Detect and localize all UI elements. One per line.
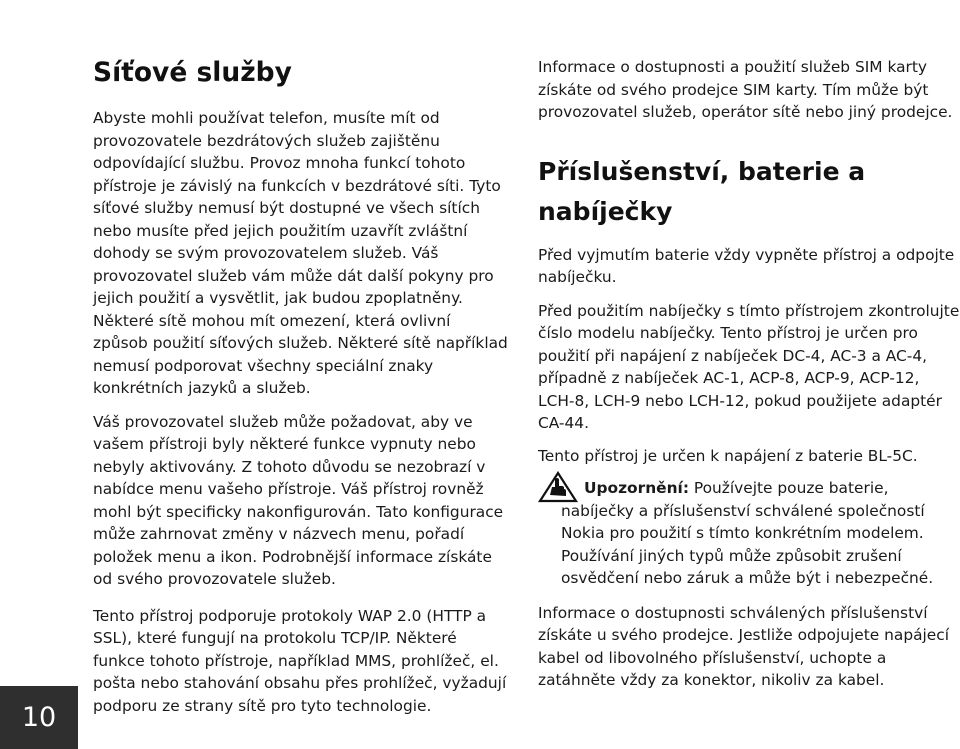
network-services-paragraph-2: Váš provozovatel služeb může požadovat, aby ve vašem přístroji byly některé funkce vypnuty nebo nebyly aktivovány. Z tohoto důvodu se nezobrazí v nabídce menu vašeho přístroje. Váš přístroj rovněž mohl být specificky nakonfigurován. Tato konfigurace může zahrnovat změny v názvech menu, pořadí položek menu a ikon. Podrobnější informace získáte od svého provozovatele služeb.: [93, 412, 504, 588]
page-number-tab: [0, 686, 78, 749]
right-column: [538, 0, 960, 692]
warning-text: Používejte pouze baterie, nabíječky a příslušenství schválené společností Nokia pro použití s tímto konkrétním modelem. Používání jiných typů může způsobit zrušení osvědčení nebo záruk a může být i nebezpečné.: [561, 479, 934, 587]
warning-paragraph: [561, 477, 960, 590]
page-title: Síťové služby: [93, 57, 292, 88]
battery-model-paragraph: Tento přístroj je určen k napájení z baterie BL-5C.: [538, 446, 918, 465]
left-column: [93, 0, 509, 717]
accessories-heading: Příslušenství, baterie a nabíječky: [538, 156, 866, 226]
network-services-paragraph-3: Tento přístroj podporuje protokoly WAP 2.0 (HTTP a SSL), které fungují na protokolu TCP/IP. Některé funkce tohoto přístroje, například MMS, prohlížeč, el. pošta nebo stahování obsahu přes prohlížeč, vyžadují podporu ze strany sítě pro tyto technologie.: [93, 606, 507, 715]
sim-info-paragraph: Informace o dostupnosti a použití služeb SIM karty získáte od svého prodejce SIM karty. Tím může být provozovatel služeb, operátor sítě nebo jiný prodejce.: [538, 58, 953, 121]
page-margin-strip: [0, 0, 78, 749]
warning-hand-icon: [538, 471, 578, 503]
page-number: 10: [21, 702, 57, 733]
accessory-availability-paragraph: Informace o dostupnosti schválených příslušenství získáte u svého prodejce. Jestliže odpojujete napájecí kabel od libovolného příslušenství, uchopte a zatáhněte vždy za konektor, nikoliv za kabel.: [538, 603, 950, 689]
battery-removal-paragraph: Před vyjmutím baterie vždy vypněte přístroj a odpojte nabíječku.: [538, 245, 955, 286]
warning-label: Upozornění:: [584, 479, 689, 497]
network-services-paragraph-1: Abyste mohli používat telefon, musíte mít od provozovatele bezdrátových služeb zajištěnu odpovídající službu. Provoz mnoha funkcí tohoto přístroje je závislý na funkcích v bezdrátové síti. Tyto síťové služby nemusí být dostupné ve všech sítích nebo musíte před jejich použitím uzavřít zvláštní dohody se svým provozovatelem služeb. Váš provozovatel služeb vám může dát další pokyny pro jejich použití a vysvětlit, jak budou zpoplatněny. Některé sítě mohou mít omezení, která ovlivní způsob použití síťových služeb. Některé sítě například nemusí podporovat všechny speciální znaky konkrétních jazyků a služeb.: [93, 109, 508, 397]
charger-models-paragraph: Před použitím nabíječky s tímto přístrojem zkontrolujte číslo modelu nabíječky. Tento přístroj je určen pro použití při napájení z nabíječek DC-4, AC-3 a AC-4, případně z nabíječek AC-1, ACP-8, ACP-9, ACP-12, LCH-8, LCH-9 nebo LCH-12, pokud použijete adaptér CA-44.: [538, 301, 960, 432]
warning-block: [538, 477, 960, 590]
